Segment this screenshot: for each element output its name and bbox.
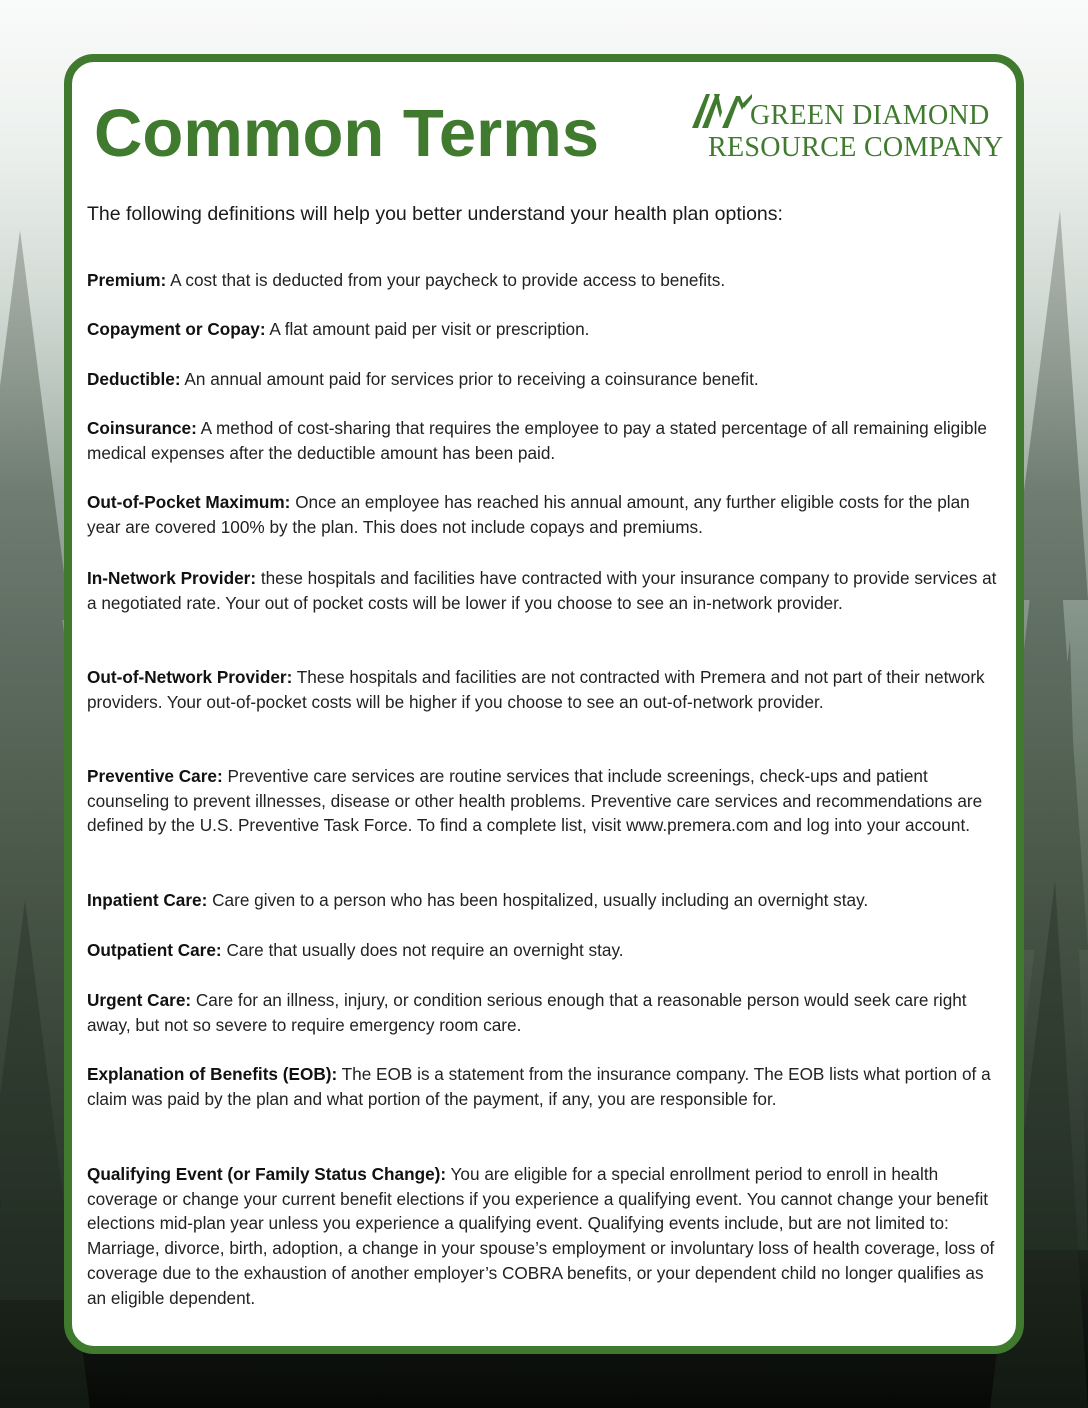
term-qualifying-event [87,1162,999,1310]
green-diamond-trees-icon [692,92,752,130]
intro-text: The following definitions will help you better understand your health plan options: [87,203,783,225]
term-explanation-of-benefits [87,1062,999,1111]
term-label: Premium: [87,270,167,290]
term-coinsurance [87,416,999,465]
term-label: Outpatient Care: [87,940,222,960]
term-definition: Care for an illness, injury, or condition serious enough that a reasonable person would seek care right away, but not so severe to require emergency room care. [87,990,967,1035]
terms-card [64,54,1024,1354]
term-definition: The EOB is a statement from the insurance company. The EOB lists what portion of a claim was paid by the plan and what portion of the payment, if any, you are responsible for. [87,1064,991,1109]
term-definition: You are eligible for a special enrollment period to enroll in health coverage or change your current benefit elections if you experience a qualifying event. You cannot change your benefit elections mid-plan year unless you experience a qualifying event. Qualifying events include, but are not limited to: Marriage, divorce, birth, adoption, a change in your spouse’s employment or involuntary loss of health coverage, loss of coverage due to the exhaustion of another employer’s COBRA benefits, or your dependent child no longer qualifies as an eligible dependent. [87,1164,995,1308]
term-label: Qualifying Event (or Family Status Change): [87,1164,447,1184]
page-title: Common Terms [94,96,600,171]
term-label: Copayment or Copay: [87,319,266,339]
term-definition: A flat amount paid per visit or prescription. [269,319,590,339]
term-copay [87,317,999,342]
term-deductible [87,367,999,392]
term-label: Explanation of Benefits (EOB): [87,1064,338,1084]
term-preventive-care [87,764,999,838]
term-definition: A method of cost-sharing that requires the employee to pay a stated percentage of all remaining eligible medical expenses after the deductible amount has been paid. [87,418,987,463]
term-label: Deductible: [87,369,181,389]
term-outpatient-care [87,938,999,963]
term-definition: These hospitals and facilities are not contracted with Premera and not part of their network providers. Your out-of-pocket costs will be higher if you choose to see an out-of-network provider. [87,667,985,712]
term-label: Urgent Care: [87,990,192,1010]
term-label: Preventive Care: [87,766,223,786]
term-definition: An annual amount paid for services prior to receiving a coinsurance benefit. [184,369,759,389]
logo-name-line1: GREEN DIAMOND [750,100,990,131]
term-out-of-pocket-maximum [87,490,999,539]
company-logo [692,88,1012,168]
term-inpatient-care [87,888,999,913]
term-urgent-care [87,988,999,1037]
term-label: Out-of-Network Provider: [87,667,293,687]
term-premium [87,268,999,293]
term-label: In-Network Provider: [87,568,257,588]
term-definition: Preventive care services are routine services that include screenings, check-ups and patient counseling to prevent illnesses, disease or other health problems. Preventive care services and recommendations are defined by the U.S. Preventive Task Force. To find a complete list, visit www.premera.com and log into your account. [87,766,983,836]
term-label: Coinsurance: [87,418,197,438]
term-in-network-provider [87,566,999,615]
term-definition: Once an employee has reached his annual amount, any further eligible costs for the plan year are covered 100% by the plan. This does not include copays and premiums. [87,492,970,537]
term-definition: Care that usually does not require an overnight stay. [226,940,624,960]
term-label: Inpatient Care: [87,890,208,910]
term-definition: these hospitals and facilities have contracted with your insurance company to provide services at a negotiated rate. Your out of pocket costs will be lower if you choose to see an in-network provider. [87,568,997,613]
term-out-of-network-provider [87,665,999,714]
term-label: Out-of-Pocket Maximum: [87,492,291,512]
term-definition: A cost that is deducted from your paycheck to provide access to benefits. [170,270,726,290]
logo-name-line2: RESOURCE COMPANY [708,132,1004,163]
term-definition: Care given to a person who has been hospitalized, usually including an overnight stay. [212,890,869,910]
